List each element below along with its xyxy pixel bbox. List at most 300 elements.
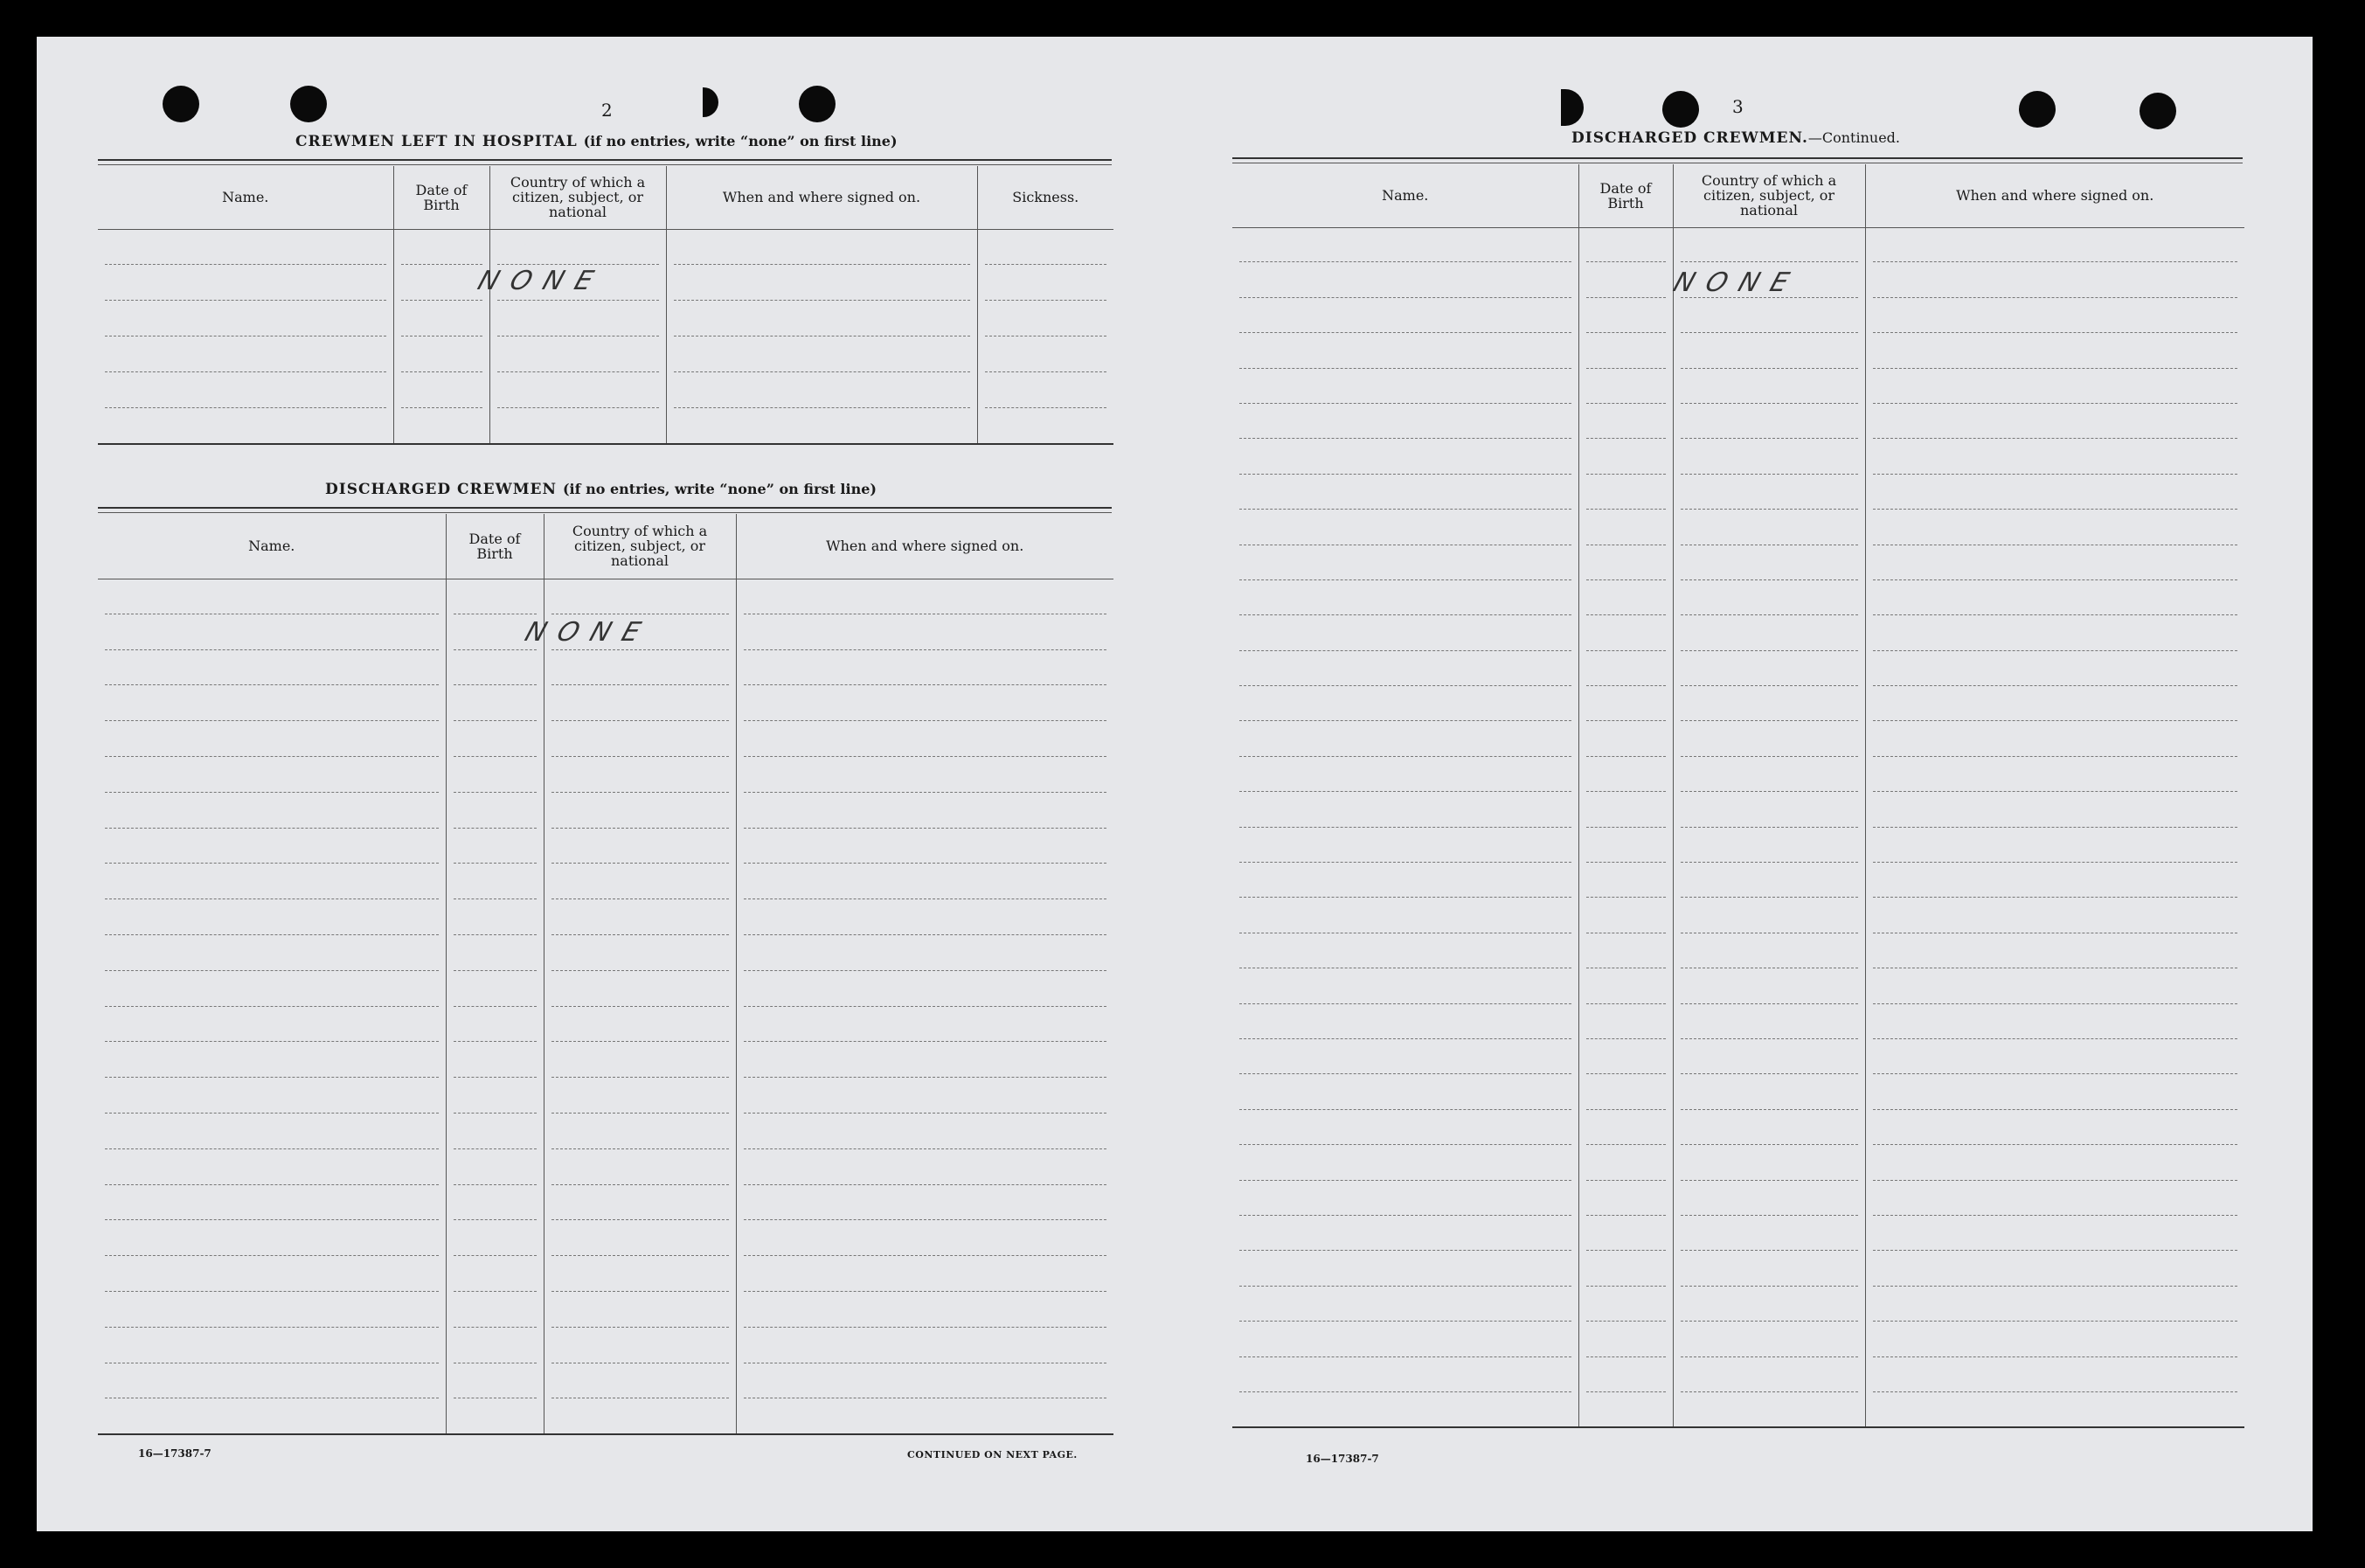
table-cell [1865,227,2244,262]
top-rule [98,164,1112,165]
table-cell [98,1078,446,1114]
section-title-text: DISCHARGED CREWMEN [325,481,558,498]
table-cell [1865,1181,2244,1216]
table-cell [1578,475,1673,510]
table-cell [1232,1392,1578,1427]
table-cell [544,1149,736,1185]
section-title-text: CREWMEN LEFT IN HOSPITAL [295,133,578,150]
table-cell [98,1007,446,1043]
column-header-name: Name. [98,166,393,229]
table-cell [1865,404,2244,439]
table-row [1232,1074,2244,1109]
table-cell [736,1185,1113,1221]
column-header-dob: Date of Birth [1578,164,1673,227]
table-cell [977,372,1113,408]
table-cell [1578,1039,1673,1074]
table-cell [446,757,544,793]
table-cell [1578,615,1673,650]
column-header-signed: When and where signed on. [666,166,977,229]
table-cell [1865,721,2244,756]
table-cell [1232,510,1578,545]
table-cell [1232,1322,1578,1356]
table-row [98,1007,1113,1043]
table-row [98,579,1113,614]
table-cell [1673,1145,1865,1180]
table-cell [1865,1145,2244,1180]
table-cell [98,1042,446,1078]
table-cell [393,229,489,265]
table-cell [1865,1322,2244,1356]
table-row [1232,615,2244,650]
discharged-section-title [325,481,877,498]
table-cell [1673,968,1865,1003]
table-cell [544,1007,736,1043]
form-number: 16—17387-7 [1306,1453,1379,1465]
table-cell [98,829,446,864]
table-cell [1673,439,1865,474]
table-cell [446,1292,544,1328]
table-cell [1865,545,2244,580]
table-cell [736,1149,1113,1185]
table-row [1232,1357,2244,1392]
column-header-country: Country of which a citizen, subject, or national [489,166,666,229]
table-cell [736,793,1113,829]
table-cell [1578,968,1673,1003]
table-row [98,301,1113,336]
table-row [98,372,1113,408]
table-cell [544,971,736,1007]
section-title-note: (if no entries, write “none” on first line) [562,481,877,497]
table-cell [1232,1181,1578,1216]
column-header-name: Name. [98,514,446,579]
punch-hole [1662,91,1699,128]
table-cell [1232,580,1578,615]
discharged-section-title [1571,129,1900,147]
table-cell [98,579,446,614]
table-cell [1673,933,1865,968]
table-cell [1232,1357,1578,1392]
table-cell [393,336,489,372]
table-cell [1865,651,2244,686]
table-cell [98,614,446,650]
section-title-note: (if no entries, write “none” on first line) [583,133,898,149]
table-cell [1865,828,2244,863]
table-cell [1578,227,1673,262]
table-row [98,1078,1113,1114]
table-cell [98,685,446,721]
table-cell [1232,898,1578,933]
table-cell [1232,1145,1578,1180]
table-cell [1578,404,1673,439]
table-row [1232,757,2244,792]
top-rule [98,159,1112,161]
hospital-section-title [295,133,898,150]
table-cell [736,1042,1113,1078]
table-cell [1865,933,2244,968]
table-row [1232,933,2244,968]
table-cell [98,757,446,793]
table-cell [1865,369,2244,404]
table-cell [446,864,544,899]
table-cell [98,372,393,408]
table-cell [1673,1322,1865,1356]
hospital-rows [98,229,1113,444]
table-cell [1673,1004,1865,1039]
table-cell [98,1114,446,1149]
table-cell [1578,933,1673,968]
table-cell [736,721,1113,757]
table-cell [1578,298,1673,333]
table-row [1232,1251,2244,1286]
handwritten-none: NONE [521,617,657,648]
table-cell [1232,1287,1578,1322]
punch-hole [2019,91,2056,128]
table-cell [544,1078,736,1114]
table-cell [736,1328,1113,1363]
table-cell [98,650,446,686]
table-cell [736,1007,1113,1043]
table-cell [98,1363,446,1399]
table-cell [446,1185,544,1221]
table-cell [1232,757,1578,792]
table-cell [1673,475,1865,510]
table-cell [1578,651,1673,686]
table-row [1232,298,2244,333]
table-cell [1865,1074,2244,1109]
table-cell [1578,333,1673,368]
discharged-continued-table [1232,164,2244,1428]
table-cell [98,864,446,899]
document-sheet [37,37,2313,1531]
table-row [98,229,1113,265]
table-row [98,899,1113,935]
table-cell [666,229,977,265]
table-cell [1578,1004,1673,1039]
table-cell [98,408,393,444]
table-cell [1578,1181,1673,1216]
table-cell [446,1398,544,1434]
table-row [1232,686,2244,721]
table-cell [544,864,736,899]
continued-note: CONTINUED ON NEXT PAGE. [907,1449,1078,1460]
table-cell [1232,863,1578,898]
table-row [1232,1392,2244,1427]
table-cell [1232,369,1578,404]
table-cell [393,372,489,408]
table-cell [544,1328,736,1363]
table-cell [1865,686,2244,721]
table-cell [1673,757,1865,792]
table-row [98,1363,1113,1399]
table-cell [1865,510,2244,545]
table-cell [1232,1074,1578,1109]
table-cell [1578,510,1673,545]
table-cell [446,971,544,1007]
table-cell [1578,1357,1673,1392]
table-cell [1865,1357,2244,1392]
table-row [98,864,1113,899]
table-cell [1578,828,1673,863]
table-cell [98,1185,446,1221]
table-cell [736,864,1113,899]
table-cell [544,757,736,793]
table-cell [98,265,393,301]
top-rule [98,507,1112,509]
table-row [1232,1110,2244,1145]
table-cell [544,721,736,757]
table-cell [1865,439,2244,474]
table-row [98,408,1113,444]
table-cell [1865,863,2244,898]
table-cell [1673,333,1865,368]
table-cell [1865,898,2244,933]
table-cell [544,1220,736,1256]
table-row [98,1149,1113,1185]
table-cell [1673,404,1865,439]
table-cell [1865,757,2244,792]
table-cell [736,1078,1113,1114]
table-cell [446,579,544,614]
table-row [98,685,1113,721]
table-cell [1865,262,2244,297]
table-cell [1673,651,1865,686]
table-cell [489,229,666,265]
table-row [1232,510,2244,545]
table-cell [1673,1039,1865,1074]
page-number: 3 [1732,96,1744,117]
top-rule [1232,157,2243,159]
table-cell [1232,545,1578,580]
table-row [1232,1145,2244,1180]
table-row [98,650,1113,686]
table-cell [1578,262,1673,297]
table-cell [544,579,736,614]
table-cell [1865,580,2244,615]
table-cell [446,1220,544,1256]
table-row [1232,475,2244,510]
table-cell [1232,333,1578,368]
table-cell [446,899,544,935]
table-cell [977,336,1113,372]
table-cell [544,829,736,864]
table-cell [666,301,977,336]
table-cell [1578,1251,1673,1286]
table-cell [1865,615,2244,650]
table-row [1232,545,2244,580]
table-row [1232,968,2244,1003]
table-row [1232,1039,2244,1074]
table-cell [1865,298,2244,333]
table-cell [98,721,446,757]
table-cell [736,650,1113,686]
table-cell [977,301,1113,336]
table-cell [489,408,666,444]
table-cell [1865,1251,2244,1286]
table-cell [446,1042,544,1078]
table-cell [544,1114,736,1149]
table-row [98,971,1113,1007]
table-cell [1232,792,1578,827]
table-cell [1578,439,1673,474]
table-cell [1578,792,1673,827]
table-cell [1673,898,1865,933]
column-header-country: Country of which a citizen, subject, or national [544,514,736,579]
table-cell [1673,227,1865,262]
table-row [1232,333,2244,368]
table-cell [489,301,666,336]
table-cell [446,1007,544,1043]
column-header-name: Name. [1232,164,1578,227]
table-cell [446,1114,544,1149]
table-cell [489,372,666,408]
table-row [1232,898,2244,933]
table-cell [544,1185,736,1221]
form-number: 16—17387-7 [138,1447,212,1460]
discharged-rows [98,579,1113,1434]
table-row [1232,227,2244,262]
table-cell [1232,262,1578,297]
table-row [1232,404,2244,439]
table-row [1232,439,2244,474]
table-cell [446,829,544,864]
table-row [1232,1181,2244,1216]
table-cell [736,1398,1113,1434]
table-cell [446,1328,544,1363]
handwritten-none: NONE [474,266,610,296]
table-cell [666,336,977,372]
table-cell [1673,1357,1865,1392]
table-cell [1232,933,1578,968]
table-cell [446,650,544,686]
table-row [1232,863,2244,898]
table-cell [1865,792,2244,827]
left-page [37,37,1173,1531]
table-cell [1232,686,1578,721]
table-cell [1578,863,1673,898]
table-cell [1673,828,1865,863]
punch-hole [1561,89,1584,126]
table-cell [1232,1216,1578,1251]
table-cell [446,793,544,829]
table-row [98,336,1113,372]
table-cell [1232,828,1578,863]
table-cell [544,1042,736,1078]
hospital-table [98,166,1113,445]
table-cell [98,793,446,829]
table-cell [1232,968,1578,1003]
table-cell [736,935,1113,971]
punch-hole [703,87,718,117]
table-cell [736,685,1113,721]
table-cell [1673,369,1865,404]
table-cell [98,301,393,336]
table-cell [1578,1074,1673,1109]
table-cell [544,1292,736,1328]
table-row [1232,1322,2244,1356]
table-cell [446,1256,544,1292]
table-cell [98,1398,446,1434]
table-cell [1578,1322,1673,1356]
table-cell [1673,510,1865,545]
table-cell [666,372,977,408]
table-row [1232,651,2244,686]
table-cell [666,265,977,301]
table-cell [1865,1039,2244,1074]
column-header-signed: When and where signed on. [736,514,1113,579]
table-cell [1578,580,1673,615]
table-cell [446,1363,544,1399]
table-cell [489,336,666,372]
column-header-dob: Date of Birth [393,166,489,229]
table-cell [446,1078,544,1114]
table-cell [1578,721,1673,756]
table-cell [736,899,1113,935]
table-row [98,829,1113,864]
table-cell [544,1398,736,1434]
table-cell [1865,968,2244,1003]
column-header-signed: When and where signed on. [1865,164,2244,227]
table-cell [1578,757,1673,792]
table-cell [98,229,393,265]
table-cell [1673,1110,1865,1145]
table-cell [1865,1287,2244,1322]
table-cell [736,1220,1113,1256]
table-cell [446,935,544,971]
table-cell [1578,369,1673,404]
punch-hole [163,86,199,122]
table-cell [98,1292,446,1328]
table-cell [446,721,544,757]
table-cell [1232,651,1578,686]
table-row [98,1328,1113,1363]
table-cell [977,408,1113,444]
table-row [98,1398,1113,1434]
table-row [1232,369,2244,404]
table-cell [1673,1287,1865,1322]
table-row [1232,1287,2244,1322]
table-cell [98,1256,446,1292]
table-cell [736,829,1113,864]
table-cell [1673,1251,1865,1286]
table-row [1232,828,2244,863]
table-cell [1865,1216,2244,1251]
punch-hole [2140,93,2176,129]
table-cell [736,757,1113,793]
table-cell [98,336,393,372]
table-cell [98,899,446,935]
table-cell [1673,1074,1865,1109]
handwritten-none: NONE [1669,267,1806,298]
table-cell [1232,1039,1578,1074]
table-cell [1232,615,1578,650]
table-cell [1673,580,1865,615]
table-row [1232,721,2244,756]
table-cell [1865,1392,2244,1427]
table-cell [1578,898,1673,933]
table-cell [1673,298,1865,333]
table-cell [1232,721,1578,756]
table-cell [1673,686,1865,721]
table-cell [1673,721,1865,756]
table-cell [736,579,1113,614]
table-cell [393,301,489,336]
table-row [98,1185,1113,1221]
table-cell [1232,1004,1578,1039]
column-header-country: Country of which a citizen, subject, or national [1673,164,1865,227]
table-row [98,1042,1113,1078]
table-row [98,1114,1113,1149]
punch-hole [799,86,836,122]
